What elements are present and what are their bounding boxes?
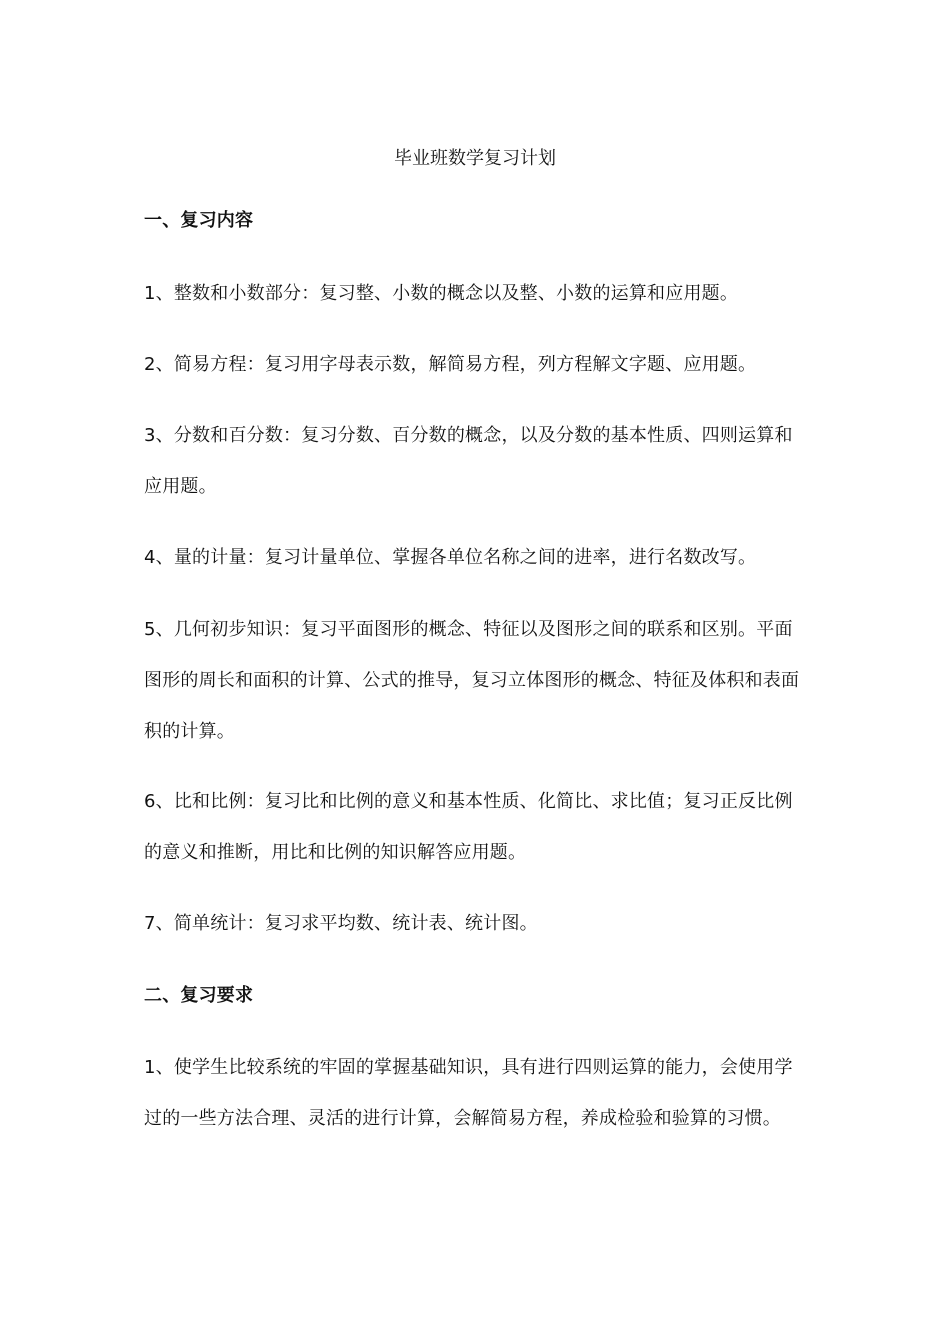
review-item-1: 1、整数和小数部分：复习整、小数的概念以及整、小数的运算和应用题。 [144, 283, 739, 304]
review-item-6: 6、比和比例：复习比和比例的意义和基本性质、化简比、求比值；复习正反比例的意义和推断，用比和比例的知识解答应用题。 [144, 791, 793, 863]
review-item-2: 2、简易方程：复习用字母表示数，解简易方程，列方程解文字题、应用题。 [144, 354, 757, 375]
review-item-3: 3、分数和百分数：复习分数、百分数的概念，以及分数的基本性质、四则运算和应用题。 [144, 425, 793, 497]
review-item-5: 5、几何初步知识：复习平面图形的概念、特征以及图形之间的联系和区别。平面图形的周长和面积的计算、公式的推导，复习立体图形的概念、特征及体积和表面积的计算。 [144, 619, 800, 742]
document-title: 毕业班数学复习计划 [394, 148, 556, 169]
review-item-4: 4、量的计量：复习计量单位、掌握各单位名称之间的进率，进行名数改写。 [144, 547, 757, 568]
section-heading-review-content: 一、复习内容 [144, 210, 254, 231]
requirement-item-1: 1、使学生比较系统的牢固的掌握基础知识，具有进行四则运算的能力，会使用学过的一些方法合理、灵活的进行计算，会解简易方程，养成检验和验算的习惯。 [144, 1057, 793, 1129]
section-heading-review-requirements: 二、复习要求 [144, 985, 254, 1006]
review-item-7: 7、简单统计：复习求平均数、统计表、统计图。 [144, 913, 538, 934]
